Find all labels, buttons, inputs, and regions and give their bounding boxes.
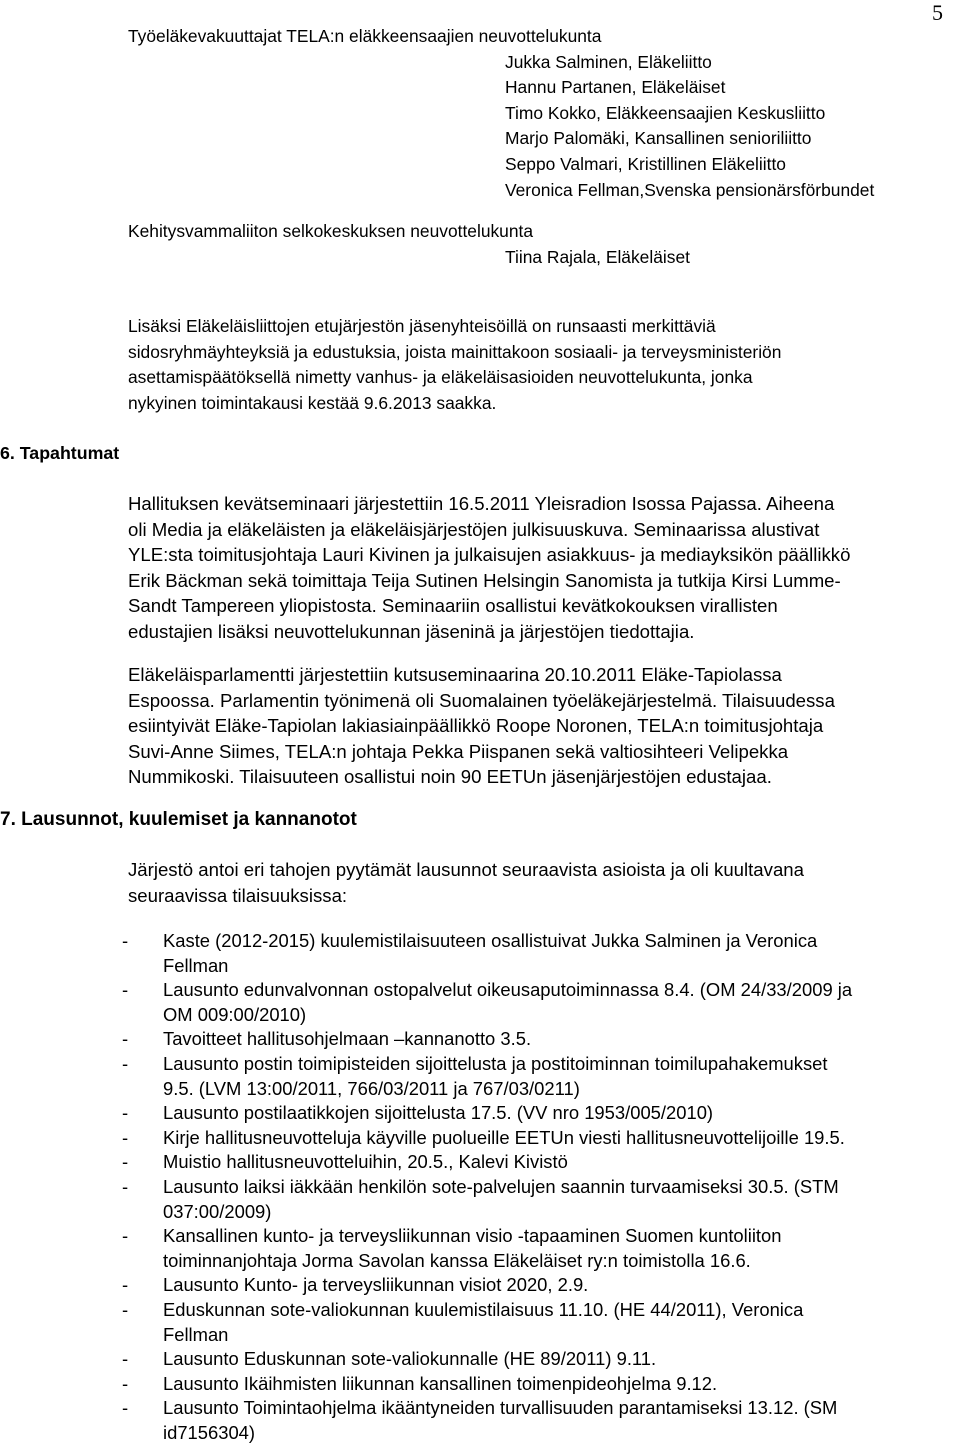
statements-intro [128,857,958,908]
committee-member: Jukka Salminen, Eläkeliitto [505,51,712,72]
statement-line: Lausunto postin toimipisteiden sijoittelusta ja postitoiminnan toimilupahakemukset [163,1052,828,1074]
paragraph-line: esiintyivät Eläke-Tapiolan lakiasiainpäällikkö Roope Noronen, TELA:n toimitusjohtaja [128,715,824,737]
statement-line: Lausunto Kunto- ja terveysliikunnan visiot 2020, 2.9. [163,1274,589,1296]
paragraph-line: Espoossa. Parlamentin työnimenä oli Suomalainen työeläkejärjestelmä. Tilaisuudessa [128,689,835,711]
bullet-dash: - [122,1298,129,1320]
statement-item [122,1101,958,1126]
statement-item [122,1027,958,1052]
committee-title: Työeläkevakuuttajat TELA:n eläkkeensaajien neuvottelukunta [128,26,602,46]
bullet-dash: - [122,1175,129,1197]
statement-item [122,978,958,1027]
statement-item [122,1273,958,1298]
paragraph-line: Eläkeläisparlamentti järjestettiin kutsuseminaarina 20.10.2011 Eläke-Tapiolassa [128,664,782,685]
statement-line: Muistio hallitusneuvotteluihin, 20.5., Kalevi Kivistö [163,1151,568,1173]
committee-member: Veronica Fellman,Svenska pensionärsförbundet [505,179,875,200]
paragraph-line: Erik Bäckman sekä toimittaja Teija Sutinen Helsingin Sanomista ja tutkija Kirsi Lumme- [128,569,841,591]
statement-item [122,1175,958,1224]
statement-line: Fellman [163,1323,229,1345]
committee-member: Tiina Rajala, Eläkeläiset [505,246,690,267]
paragraph-line: Nummikoski. Tilaisuuteen osallistui noin 90 EETUn jäsenjärjestöjen edustajaa. [128,766,772,788]
committee-member: Hannu Partanen, Eläkeläiset [505,77,726,98]
statement-item [122,1150,958,1175]
statement-line: Lausunto Ikäihmisten liikunnan kansallinen toimenpideohjelma 9.12. [163,1372,718,1394]
statement-line: Eduskunnan sote-valiokunnan kuulemistilaisuus 11.10. (HE 44/2011), Veronica [163,1298,804,1320]
bullet-dash: - [122,1225,129,1247]
bullet-dash: - [122,1274,129,1296]
bullet-dash: - [122,1397,129,1419]
paragraph-line: Lisäksi Eläkeläisliittojen etujärjestön jäsenyhteisöillä on runsaasti merkittäviä [128,316,716,336]
kehitys-committee-block [128,219,690,270]
statement-line: Kirje hallitusneuvotteluja käyville puolueille EETUn viesti hallitusneuvottelijoille 19.5. [163,1126,845,1148]
bullet-dash: - [122,1151,129,1173]
statement-item [122,1224,958,1273]
statement-line: Fellman [163,954,229,976]
paragraph-line: Hallituksen kevätseminaari järjestettiin 16.5.2011 Yleisradion Isossa Pajassa. Aiheena [128,493,835,514]
paragraph-line: seuraavissa tilaisuuksissa: [128,884,348,906]
statement-line: Lausunto laiksi iäkkään henkilön sote-palvelujen saannin turvaamiseksi 30.5. (STM [163,1175,839,1197]
paragraph-line: YLE:sta toimitusjohtaja Lauri Kivinen ja julkaisujen asiakkuus- ja mediayksikön päällikkö [128,544,851,566]
statement-item [122,1372,958,1397]
paragraph-line: edustajien lisäksi neuvottelukunnan jäseninä ja järjestöjen tiedottajia. [128,620,695,642]
committee-member: Timo Kokko, Eläkkeensaajien Keskusliitto [505,102,826,123]
bullet-dash: - [122,1102,129,1124]
statement-line: Kaste (2012-2015) kuulemistilaisuuteen osallistuivat Jukka Salminen ja Veronica [163,930,818,951]
committee-member: Seppo Valmari, Kristillinen Eläkeliitto [505,153,786,174]
statement-line: Lausunto Eduskunnan sote-valiokunnalle (HE 89/2011) 9.11. [163,1348,657,1370]
statement-line: Kansallinen kunto- ja terveysliikunnan visio -tapaaminen Suomen kuntoliiton [163,1225,782,1247]
bullet-dash: - [122,1348,129,1370]
statements-list [122,929,958,1445]
committee-title: Kehitysvammaliiton selkokeskuksen neuvottelukunta [128,221,534,241]
paragraph-line: Järjestö antoi eri tahojen pyytämät lausunnot seuraavista asioista ja oli kuultavana [128,859,804,880]
paragraph-line: nykyinen toimintakausi kestää 9.6.2013 saakka. [128,392,497,413]
statement-line: OM 009:00/2010) [163,1003,307,1025]
bullet-dash: - [122,930,129,951]
bullet-dash: - [122,1372,129,1394]
statement-item [122,1396,958,1445]
statement-line: Lausunto Toimintaohjelma ikääntyneiden turvallisuuden parantamiseksi 13.12. (SM [163,1397,838,1419]
bullet-dash: - [122,1028,129,1050]
statement-line: Lausunto postilaatikkojen sijoittelusta 17.5. (VV nro 1953/005/2010) [163,1102,714,1124]
paragraph-line: Suvi-Anne Siimes, TELA:n johtaja Pekka Piispanen sekä valtiosihteeri Velipekka [128,740,789,762]
statement-line: id7156304) [163,1421,256,1443]
tela-committee-block [128,24,874,203]
paragraph-line: Sandt Tampereen yliopistosta. Seminaariin osallistui kevätkokouksen virallisten [128,595,778,617]
statement-item [122,929,958,978]
paragraph-line: sidosryhmäyhteyksiä ja edustuksia, joista mainittakoon sosiaali- ja terveysministeriön [128,341,782,362]
statement-line: toiminnanjohtaja Jorma Savolan kanssa Eläkeläiset ry:n toimistolla 16.6. [163,1249,751,1271]
statement-item [122,1126,958,1151]
bullet-dash: - [122,1126,129,1148]
lisaksi-paragraph [128,314,948,416]
paragraph-line: asettamispäätöksellä nimetty vanhus- ja eläkeläisasioiden neuvottelukunta, jonka [128,367,753,387]
statement-line: 9.5. (LVM 13:00/2011, 766/03/2011 ja 767/03/0211) [163,1077,580,1099]
statement-item [122,1052,958,1101]
paragraph-line: oli Media ja eläkeläisten ja eläkeläisjärjestöjen julkisuuskuva. Seminaarissa alustivat [128,518,820,540]
committee-member: Marjo Palomäki, Kansallinen senioriliitto [505,128,812,149]
section-7-heading: 7. Lausunnot, kuulemiset ja kannanotot [0,809,357,830]
page-number: 5 [932,0,943,25]
bullet-dash: - [122,979,129,1001]
parliament-paragraph [128,662,958,790]
statement-item [122,1298,958,1347]
bullet-dash: - [122,1052,129,1074]
statement-line: 037:00/2009) [163,1200,272,1222]
statement-line: Tavoitteet hallitusohjelmaan –kannanotto 3.5. [163,1028,532,1050]
statement-item [122,1347,958,1372]
section-6-heading: 6. Tapahtumat [0,443,120,463]
seminar-paragraph [128,491,958,645]
statement-line: Lausunto edunvalvonnan ostopalvelut oikeusaputoiminnassa 8.4. (OM 24/33/2009 ja [163,979,853,1001]
